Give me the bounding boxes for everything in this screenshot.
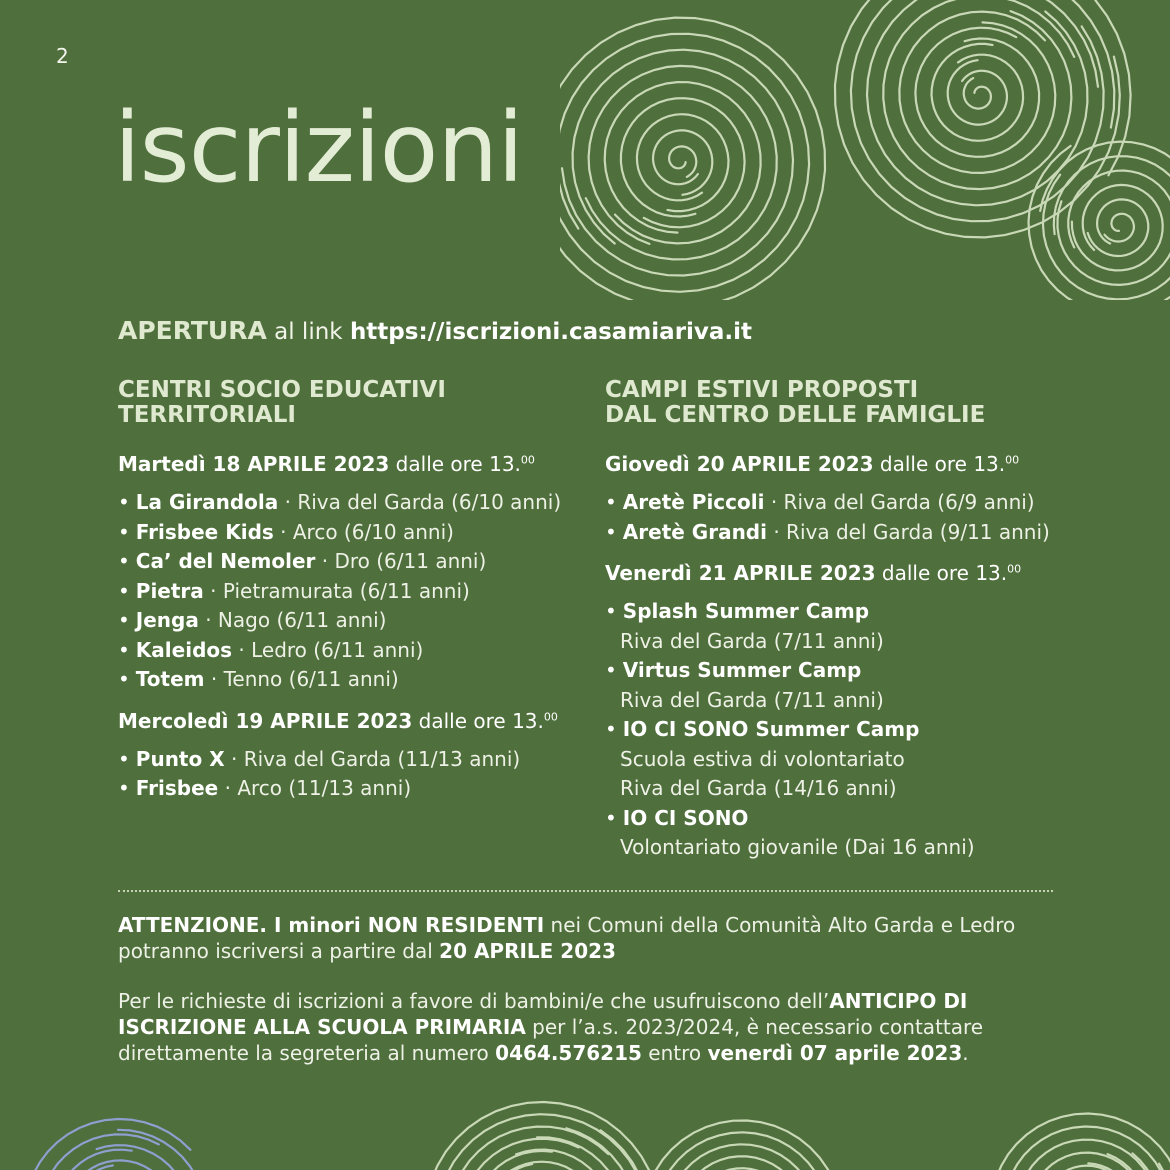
swirl-line xyxy=(474,1151,601,1170)
date-line: Venerdì 21 APRILE 2023 dalle ore 13.00 xyxy=(605,561,1022,585)
swirl-line xyxy=(643,1121,842,1170)
heading-line2: DAL CENTRO DELLE FAMIGLIE xyxy=(605,402,986,428)
swirl-decoration-top-right xyxy=(560,0,1170,300)
swirl-line xyxy=(1004,1127,1170,1170)
date-line: Martedì 18 APRILE 2023 dalle ore 13.00 xyxy=(118,452,535,476)
section-heading-left xyxy=(118,378,588,428)
list-item: • Virtus Summer Camp Riva del Garda (7/11 anni) xyxy=(605,658,884,712)
swirl-line xyxy=(560,34,809,292)
swirl-line xyxy=(437,1114,638,1170)
list-item: • Aretè Grandi · Riva del Garda (9/11 anni) xyxy=(605,519,1050,544)
date-line: Mercoledì 19 APRILE 2023 dalle ore 13.00 xyxy=(118,708,558,733)
list-item: • Pietra · Pietramurata (6/11 anni) xyxy=(118,578,470,603)
swirl-line xyxy=(449,1127,625,1170)
swirl-line xyxy=(932,44,1024,141)
apertura-line xyxy=(118,316,752,345)
swirl-line xyxy=(899,12,1055,173)
registration-link[interactable]: https://iscrizioni.casamiariva.it xyxy=(349,319,753,345)
swirl-line xyxy=(867,0,1098,205)
swirl-line xyxy=(605,82,761,243)
swirl-line xyxy=(991,1114,1170,1170)
swirl-line xyxy=(883,0,1074,189)
swirl-line xyxy=(425,1102,659,1170)
swirl-line xyxy=(71,1165,160,1170)
spiral-far xyxy=(1029,142,1170,300)
list-item: • IO CI SONO Volontariato giovanile (Dai 16 anni) xyxy=(605,805,975,859)
swirl-line xyxy=(655,1132,830,1170)
swirl-line xyxy=(1029,142,1170,300)
swirl-line xyxy=(1088,199,1149,256)
list-item: • IO CI SONO Summer Camp Scuola estiva di volontariato Riva del Garda (14/16 anni) xyxy=(605,717,920,800)
list-centri-martedi xyxy=(118,488,588,695)
list-centri-mercoledi xyxy=(118,745,588,804)
list-item: • Totem · Tenno (6/11 anni) xyxy=(118,667,399,691)
swirl-line xyxy=(948,60,1007,124)
swirl-line xyxy=(851,0,1114,221)
section-heading-right xyxy=(605,378,1075,428)
swirl-line xyxy=(964,78,991,109)
spiral-right xyxy=(835,0,1131,237)
swirl-line xyxy=(915,28,1039,157)
list-item: • Jenga · Nago (6/11 anni) xyxy=(118,608,387,632)
list-item: • Kaleidos · Ledro (6/11 anni) xyxy=(118,637,424,662)
swirl-line xyxy=(653,130,712,194)
swirl-line xyxy=(669,146,696,177)
list-item: • Frisbee · Arco (11/13 anni) xyxy=(118,776,412,800)
list-item: • La Girandola · Riva del Garda (6/10 anni) xyxy=(118,490,562,514)
swirl-line xyxy=(1017,1140,1153,1170)
swirl-line xyxy=(486,1164,589,1170)
list-item: • Ca’ del Nemoler · Dro (6/11 anni) xyxy=(118,549,487,573)
date-line: Giovedì 20 APRILE 2023 dalle ore 13.00 xyxy=(605,452,1020,476)
phone-number: 0464.576215 xyxy=(495,1041,642,1065)
swirl-line xyxy=(637,114,729,211)
apertura-text: al link xyxy=(266,319,350,345)
column-campi-estivi xyxy=(605,378,1075,877)
swirl-line xyxy=(679,1156,806,1170)
swirl-line xyxy=(462,1139,614,1170)
swirl-line xyxy=(1105,214,1134,242)
swirl-line xyxy=(1030,1153,1134,1170)
swirl-line xyxy=(835,0,1131,237)
list-campi-giovedi xyxy=(605,488,1075,547)
swirl-line xyxy=(25,1119,206,1170)
page-number: 2 xyxy=(56,44,69,68)
list-item: • Aretè Piccoli · Riva del Garda (6/9 anni) xyxy=(605,490,1035,514)
spiral-left xyxy=(560,18,825,300)
list-item: • Splash Summer Camp Riva del Garda (7/11 anni) xyxy=(605,599,884,653)
column-centri-socio-educativi xyxy=(118,378,588,818)
swirl-line xyxy=(560,18,825,300)
list-item: • Frisbee Kids · Arco (6/10 anni) xyxy=(118,519,454,544)
swirl-line xyxy=(1072,185,1163,271)
list-item: • Punto X · Riva del Garda (11/13 anni) xyxy=(118,746,521,771)
list-campi-venerdi xyxy=(605,597,1075,863)
page-title: iscrizioni xyxy=(114,92,523,204)
heading-line2: TERRITORIALI xyxy=(118,402,296,428)
note-anticipo-iscrizione: Per le richieste di iscrizioni a favore di bambini/e che usufruiscono dell’ANTICIPO DI ISCRIZIONE ALLA SCUOLA PRIMARIA per l’a.s. 2023/2024, è necessario contattare direttamente la segreteria al numero 0464.576215 entro venerdì 07 aprile 2023. xyxy=(118,989,984,1065)
apertura-label: APERTURA xyxy=(118,316,267,345)
swirl-line xyxy=(1043,156,1170,299)
swirl-line xyxy=(667,1144,818,1170)
swirl-line xyxy=(586,66,777,260)
swirl-decoration-bottom xyxy=(0,1070,1170,1170)
swirl-line xyxy=(562,50,793,276)
swirl-line xyxy=(621,98,745,227)
heading-line1: CAMPI ESTIVI PROPOSTI xyxy=(605,377,919,403)
swirl-line xyxy=(55,1150,175,1170)
note-non-residenti: ATTENZIONE. I minori NON RESIDENTI nei Comuni della Comunità Alto Garda e Ledro potranno iscriversi a partire dal 20 APRILE 2023 xyxy=(118,913,1016,963)
swirl-line xyxy=(40,1134,191,1170)
heading-line1: CENTRI SOCIO EDUCATIVI xyxy=(118,377,446,403)
swirl-line xyxy=(1058,171,1170,285)
dotted-divider xyxy=(118,890,1053,892)
swirl-line xyxy=(1043,1166,1121,1170)
